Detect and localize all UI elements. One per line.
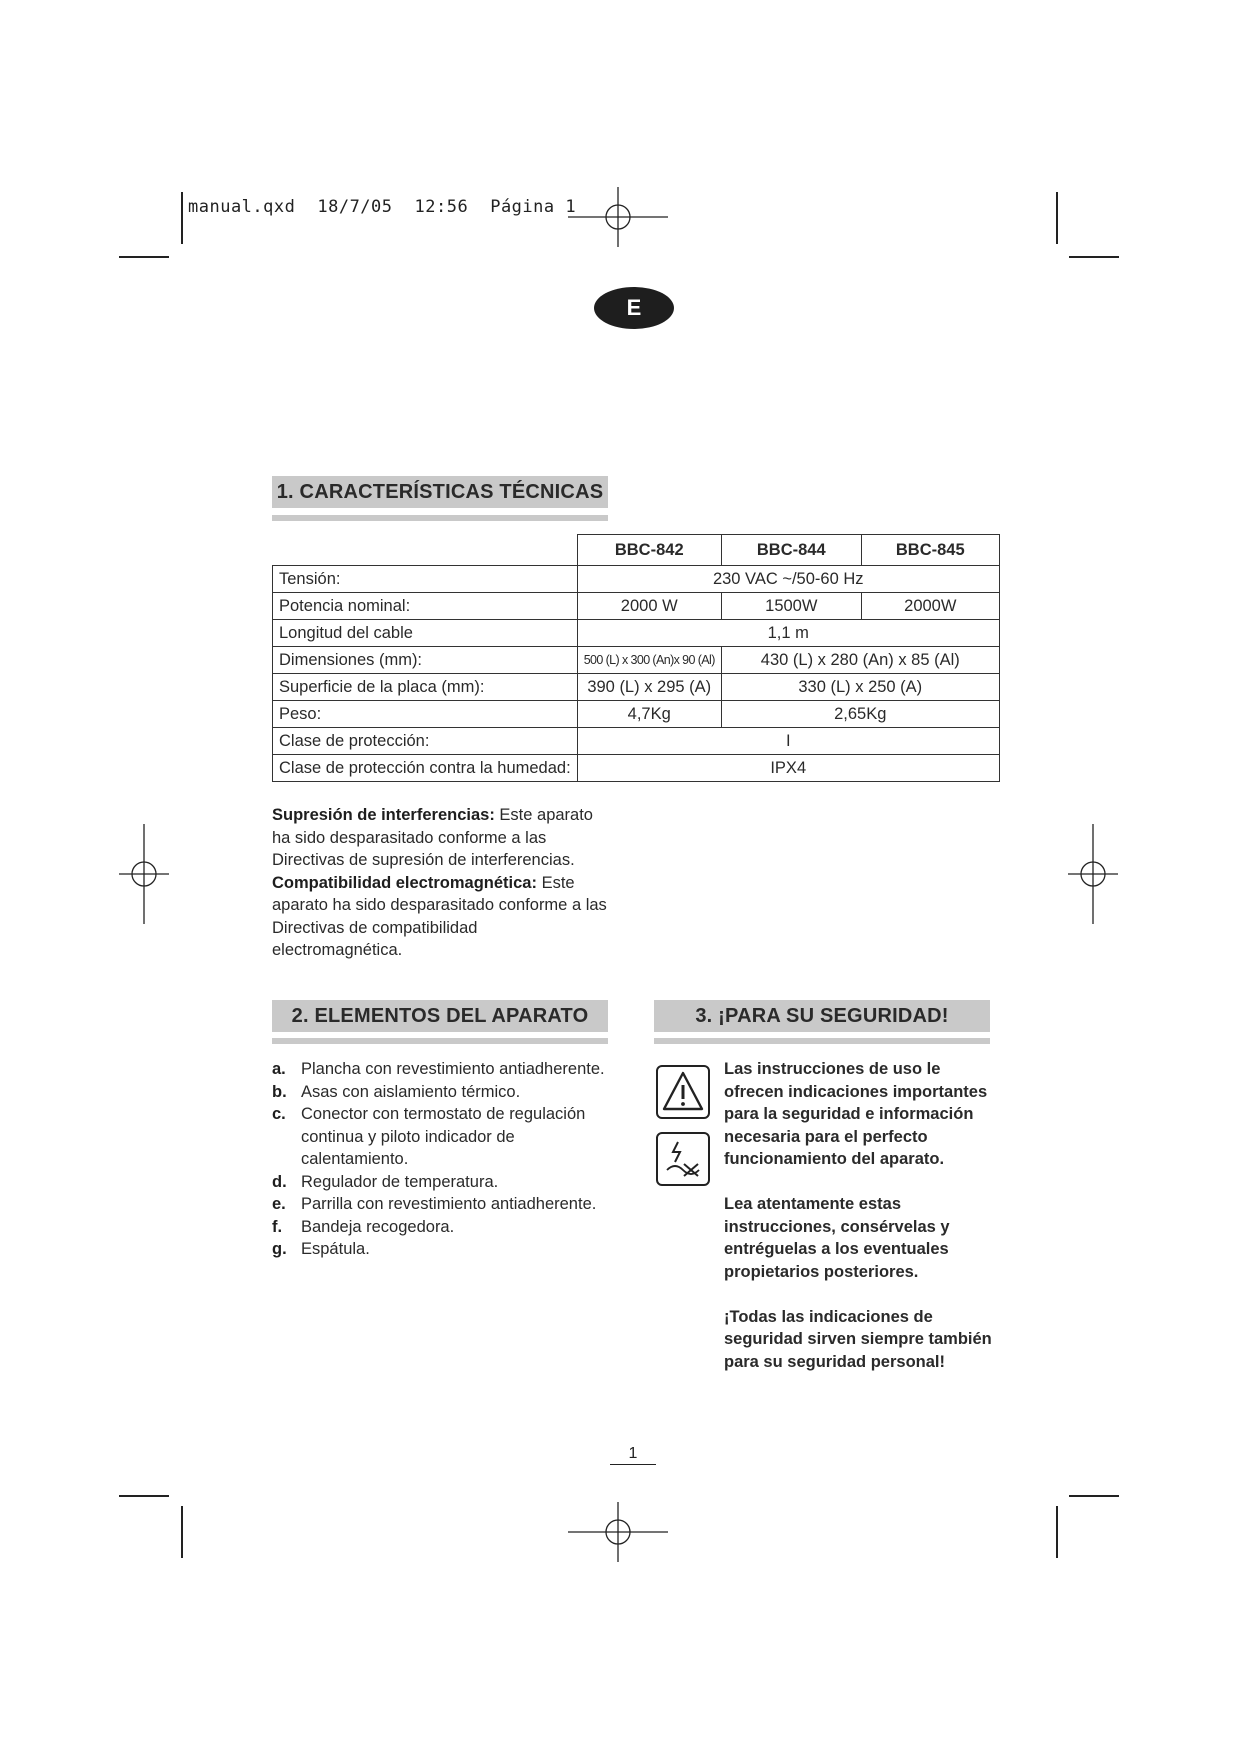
list-text: Conector con termostato de regulación continua y piloto indicador de calentamiento. [301,1105,586,1168]
spec-table [272,534,1000,782]
list-text: Regulador de temperatura. [301,1172,499,1191]
emc-text: Este aparato ha sido desparasitado conforme a las Directivas de compatibilidad electromagnética. [272,873,607,959]
list-text: Plancha con revestimiento antiadherente. [301,1060,605,1078]
section1-title: 1. CARACTERÍSTICAS TÉCNICAS [272,476,608,508]
list-text: Parrilla con revestimiento antiadherente. [301,1195,597,1213]
section3-title: 3. ¡PARA SU SEGURIDAD! [654,1000,990,1032]
spec-value: 1,1 m [577,620,999,647]
list-marker: d. [272,1172,287,1191]
spec-row-cable [273,620,1000,647]
section1-header [272,476,608,508]
spec-value: IPX4 [577,755,999,782]
shock-hazard-icon [656,1132,710,1186]
emc-heading: Compatibilidad electromagnética: [272,873,537,892]
spec-label: Tensión: [273,566,578,593]
slug-time: 12:56 [414,197,469,217]
registration-mark-right-icon [1068,824,1118,924]
list-item [272,1238,612,1261]
list-marker: g. [272,1240,287,1258]
spec-label: Longitud del cable [273,620,578,647]
section2-title: 2. ELEMENTOS DEL APARATO [272,1000,608,1032]
compliance-notes [272,804,612,962]
spec-label: Dimensiones (mm): [273,647,578,674]
spec-value: 2000W [861,593,999,620]
parts-list [272,1058,612,1261]
spec-value: 1500W [721,593,861,620]
list-item [272,1216,612,1239]
spec-row-humidity [273,755,1000,782]
spec-row-surface [273,674,1000,701]
list-marker: e. [272,1195,286,1213]
language-badge: E [594,287,674,329]
slug-date: 18/7/05 [317,197,393,217]
list-item [272,1171,612,1194]
spec-label: Clase de protección contra la humedad: [273,755,578,782]
spec-value: 2,65Kg [721,701,999,728]
spec-value: 2000 W [577,593,721,620]
interference-text: Este aparato ha sido desparasitado conforme a las Directivas de supresión de interferencias. [272,806,593,869]
spec-row-power [273,593,1000,620]
spec-row-weight [273,701,1000,728]
model-header: BBC-842 [577,535,721,566]
list-item [272,1081,612,1104]
interference-heading: Supresión de interferencias: [272,806,495,824]
registration-mark-bottom-icon [568,1502,668,1562]
list-marker: c. [272,1105,286,1123]
list-marker: f. [272,1217,283,1236]
safety-text [724,1058,996,1396]
list-text: Asas con aislamiento térmico. [301,1082,521,1101]
section2-header [272,1000,608,1032]
list-marker: a. [272,1060,286,1078]
page-number: 1 [610,1445,656,1465]
spec-label: Clase de protección: [273,728,578,755]
list-item [272,1103,612,1171]
safety-paragraph: Las instrucciones de uso le ofrecen indicaciones importantes para la seguridad e información necesaria para el perfecto funcionamiento del aparato. [724,1060,988,1168]
section3-header [654,1000,990,1032]
slug-page: Página 1 [490,197,577,217]
spec-value: 330 (L) x 250 (A) [721,674,999,701]
slug-file: manual.qxd [188,197,296,217]
spec-value: 430 (L) x 280 (An) x 85 (Al) [721,647,999,674]
list-item [272,1058,612,1081]
spec-label: Superficie de la placa (mm): [273,674,578,701]
spec-value: 4,7Kg [577,701,721,728]
spec-label: Peso: [273,701,578,728]
spec-header-row [273,535,1000,566]
list-marker: b. [272,1082,287,1101]
spec-label: Potencia nominal: [273,593,578,620]
print-slug [188,197,598,217]
list-text: Bandeja recogedora. [301,1217,455,1236]
registration-mark-top-icon [568,187,668,247]
safety-paragraph: ¡Todas las indicaciones de seguridad sirven siempre también para su seguridad personal! [724,1307,992,1371]
safety-paragraph: Lea atentamente estas instrucciones, consérvelas y entréguelas a los eventuales propietarios posteriores. [724,1195,950,1281]
section2-rule [272,1038,608,1044]
list-text: Espátula. [301,1240,370,1258]
section1-rule [272,515,608,521]
spec-value: 390 (L) x 295 (A) [577,674,721,701]
spec-row-protection [273,728,1000,755]
model-header: BBC-844 [721,535,861,566]
warning-icon [656,1065,710,1119]
list-item [272,1193,612,1216]
registration-mark-left-icon [119,824,169,924]
spec-value: 230 VAC ~/50-60 Hz [577,566,999,593]
spec-row-voltage [273,566,1000,593]
spec-row-dimensions [273,647,1000,674]
spec-value: I [577,728,999,755]
spec-value: 500 (L) x 300 (An)x 90 (Al) [577,647,721,674]
model-header: BBC-845 [861,535,999,566]
section3-rule [654,1038,990,1044]
